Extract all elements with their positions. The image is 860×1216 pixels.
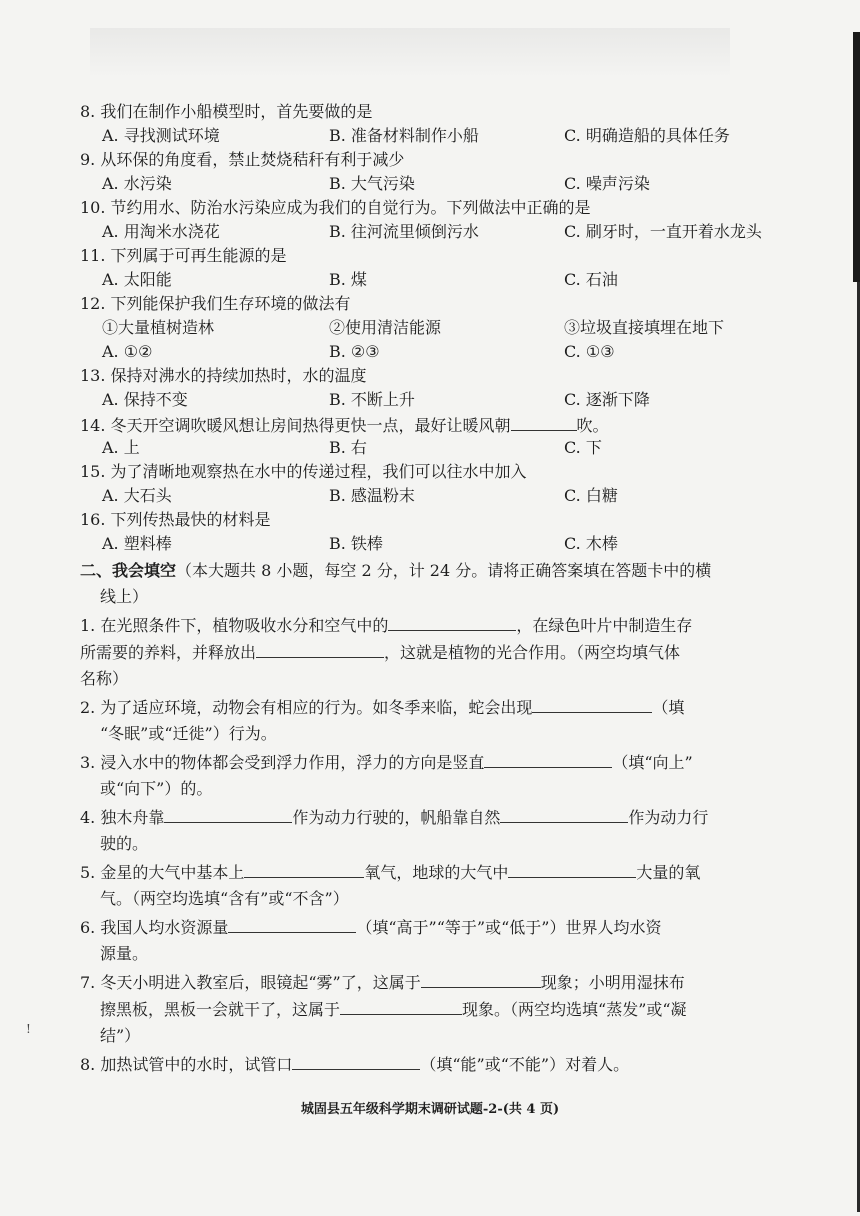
- answer-blank[interactable]: [500, 804, 628, 823]
- section-title: 二、我会填空: [80, 561, 177, 580]
- question-12: 12. 下列能保护我们生存环境的做法有: [80, 294, 351, 313]
- question-11: 11. 下列属于可再生能源的是: [80, 246, 287, 265]
- text: 7. 冬天小明进入教室后，眼镜起“雾”了，这属于: [80, 973, 421, 992]
- answer-blank[interactable]: [388, 612, 516, 631]
- fill-question-1: [80, 612, 780, 692]
- text: 驶的。: [100, 834, 149, 853]
- options-14: [102, 436, 780, 460]
- answer-blank[interactable]: [511, 412, 577, 431]
- question-10: 10. 节约用水、防治水污染应成为我们的自觉行为。下列做法中正确的是: [80, 198, 591, 217]
- text: 作为动力行驶的，帆船靠自然: [292, 808, 501, 827]
- scan-edge-shadow: [853, 32, 860, 282]
- text: ，这就是植物的光合作用。（两空均填气体: [384, 643, 681, 662]
- option-a: A. 寻找测试环境: [102, 126, 220, 145]
- option-c: C. ①③: [564, 342, 615, 361]
- answer-blank[interactable]: [532, 694, 652, 713]
- text: 现象；小明用湿抹布: [540, 973, 685, 992]
- question-text-tail: 吹。: [576, 416, 609, 435]
- text: “冬眠”或“迁徙”）行为。: [100, 724, 277, 743]
- fill-question-2: [80, 694, 780, 747]
- option-c: C. 噪声污染: [564, 174, 650, 193]
- text: 4. 独木舟靠: [80, 808, 165, 827]
- text: 或“向下”）的。: [100, 779, 213, 798]
- page-footer: 城固县五年级科学期末调研试题-2-(共 4 页): [300, 1102, 560, 1117]
- option-a: A. ①②: [102, 342, 153, 361]
- option-a: A. 保持不变: [102, 390, 188, 409]
- options-16: [102, 532, 780, 556]
- option-b: B. ②③: [329, 342, 380, 361]
- option-c: C. 逐渐下降: [564, 390, 650, 409]
- option-b: B. 右: [329, 438, 367, 457]
- margin-mark: !: [26, 1022, 31, 1036]
- option-a: A. 水污染: [102, 174, 172, 193]
- options-12: [102, 340, 780, 364]
- text: 8. 加热试管中的水时，试管口: [80, 1055, 293, 1074]
- options-8: [102, 124, 780, 148]
- question-15: 15. 为了清晰地观察热在水中的传递过程，我们可以往水中加入: [80, 462, 527, 481]
- option-c: C. 木棒: [564, 534, 618, 553]
- answer-blank[interactable]: [340, 996, 462, 1015]
- option-a: A. 塑料棒: [102, 534, 172, 553]
- section-2-header: [80, 558, 780, 610]
- statements-12: [102, 316, 780, 340]
- option-a: A. 大石头: [102, 486, 172, 505]
- option-a: A. 太阳能: [102, 270, 172, 289]
- option-b: B. 感温粉末: [329, 486, 415, 505]
- question-14: [80, 412, 780, 436]
- statement-2: ②使用清洁能源: [329, 318, 442, 337]
- text: ，在绿色叶片中制造生存: [516, 616, 693, 635]
- statement-1: ①大量植树造林: [102, 318, 215, 337]
- text: 氧气，地球的大气中: [364, 863, 509, 882]
- question-8: 8. 我们在制作小船模型时，首先要做的是: [80, 102, 373, 121]
- statement-3: ③垃圾直接填埋在地下: [564, 318, 725, 337]
- section-instructions: （本大题共 8 小题，每空 2 分，计 24 分。请将正确答案填在答题卡中的横: [176, 561, 712, 580]
- text: 所需要的养料，并释放出: [80, 643, 257, 662]
- options-9: [102, 172, 780, 196]
- text: 现象。（两空均选填“蒸发”或“凝: [462, 1000, 687, 1019]
- options-11: [102, 268, 780, 292]
- fill-question-7: [80, 969, 780, 1049]
- question-16: 16. 下列传热最快的材料是: [80, 510, 271, 529]
- text: （填“能”或“不能”）对着人。: [420, 1055, 630, 1074]
- options-13: [102, 388, 780, 412]
- answer-blank[interactable]: [484, 749, 612, 768]
- options-10: [102, 220, 780, 244]
- option-c: C. 下: [564, 438, 602, 457]
- option-c: C. 刷牙时，一直开着水龙头: [564, 222, 762, 241]
- fill-question-5: [80, 859, 780, 912]
- fill-question-4: [80, 804, 780, 857]
- question-13: 13. 保持对沸水的持续加热时，水的温度: [80, 366, 367, 385]
- option-b: B. 准备材料制作小船: [329, 126, 479, 145]
- option-b: B. 不断上升: [329, 390, 415, 409]
- section-instructions-cont: 线上）: [100, 587, 149, 606]
- option-c: C. 白糖: [564, 486, 618, 505]
- answer-blank[interactable]: [256, 639, 384, 658]
- text: 2. 为了适应环境，动物会有相应的行为。如冬季来临，蛇会出现: [80, 698, 533, 717]
- answer-blank[interactable]: [228, 914, 356, 933]
- options-15: [102, 484, 780, 508]
- text: （填: [652, 698, 685, 717]
- text: 源量。: [100, 944, 149, 963]
- option-c: C. 石油: [564, 270, 618, 289]
- text: （填“向上”: [612, 753, 693, 772]
- option-a: A. 上: [102, 438, 140, 457]
- answer-blank[interactable]: [508, 859, 636, 878]
- option-b: B. 往河流里倾倒污水: [329, 222, 479, 241]
- text: 擦黑板，黑板一会就干了，这属于: [100, 1000, 341, 1019]
- answer-blank[interactable]: [292, 1051, 420, 1070]
- text: （填“高于”“等于”或“低于”）世界人均水资: [356, 918, 662, 937]
- option-a: A. 用淘米水浇花: [102, 222, 220, 241]
- text: 6. 我国人均水资源量: [80, 918, 229, 937]
- option-b: B. 铁棒: [329, 534, 383, 553]
- text: 5. 金星的大气中基本上: [80, 863, 245, 882]
- text: 名称）: [80, 669, 129, 688]
- fill-question-6: [80, 914, 780, 967]
- text: 结”）: [100, 1026, 141, 1045]
- option-b: B. 煤: [329, 270, 367, 289]
- answer-blank[interactable]: [164, 804, 292, 823]
- fill-question-8: [80, 1051, 780, 1078]
- answer-blank[interactable]: [421, 969, 541, 988]
- scan-smudge: [90, 28, 730, 78]
- text: 3. 浸入水中的物体都会受到浮力作用，浮力的方向是竖直: [80, 753, 485, 772]
- option-c: C. 明确造船的具体任务: [564, 126, 730, 145]
- text: 1. 在光照条件下，植物吸收水分和空气中的: [80, 616, 389, 635]
- option-b: B. 大气污染: [329, 174, 415, 193]
- fill-question-3: [80, 749, 780, 802]
- text: 气。（两空均选填“含有”或“不含”）: [100, 889, 349, 908]
- text: 大量的氧: [636, 863, 701, 882]
- question-9: 9. 从环保的角度看，禁止焚烧秸秆有利于减少: [80, 150, 405, 169]
- text: 作为动力行: [628, 808, 709, 827]
- question-text: 14. 冬天开空调吹暖风想让房间热得更快一点，最好让暖风朝: [80, 416, 511, 435]
- exam-page: [80, 100, 780, 1078]
- answer-blank[interactable]: [244, 859, 364, 878]
